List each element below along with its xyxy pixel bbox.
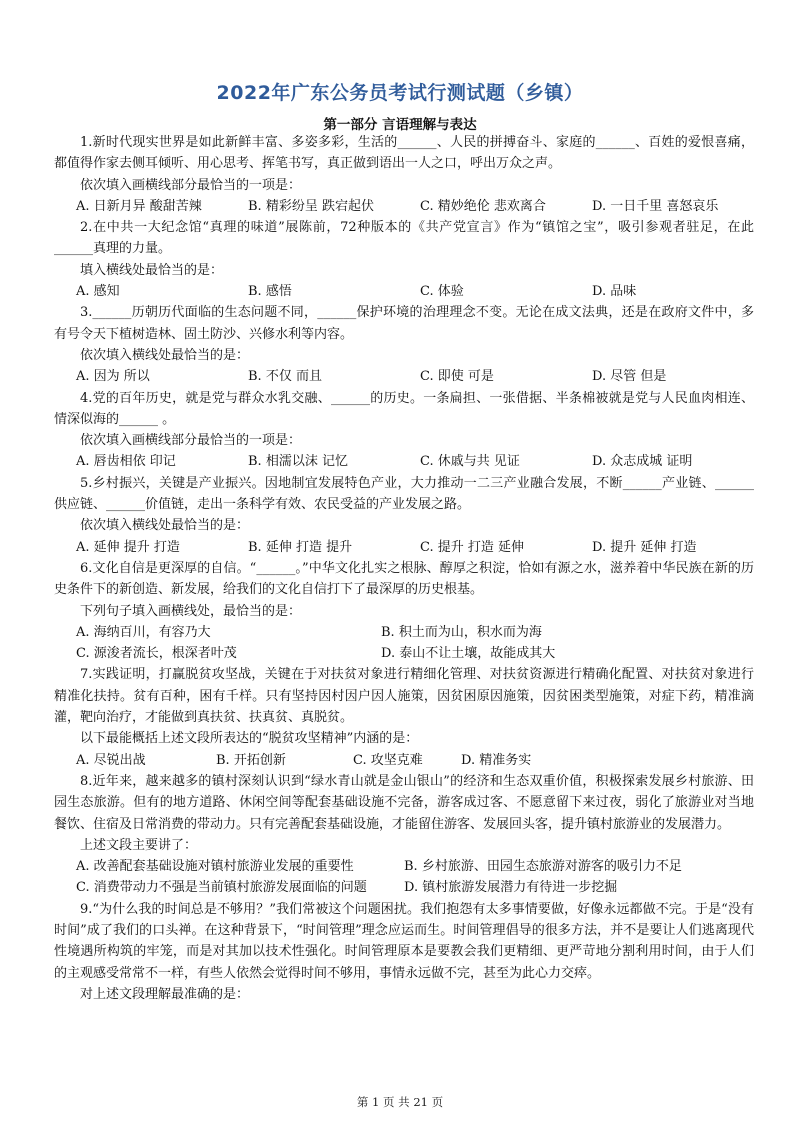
option-list [54, 537, 754, 558]
option: B. 延伸 打造 提升 [248, 539, 353, 555]
option: A. 尽锐出战 [76, 752, 146, 768]
option: A. 改善配套基础设施对镇村旅游业发展的重要性 [76, 859, 354, 875]
option-list [54, 366, 754, 387]
option-list [54, 877, 754, 898]
question-stem: 1.新时代现实世界是如此新鲜丰富、多姿多彩，生活的______、人民的拼搏奋斗、家庭的______、百姓的爱恨喜痛，都值得作家去侧耳倾听、用心思考、挥笔书写，真正做到语出一人之口，呼出万众之声。 [54, 135, 754, 172]
option: B. 相濡以沫 记忆 [248, 454, 348, 470]
question-prompt: 依次填入横线处最恰当的是： [80, 518, 250, 534]
option: C. 提升 打造 延伸 [420, 539, 525, 555]
question-prompt: 以下最能概括上述文段所表达的“脱贫攻坚精神”内涵的是： [80, 731, 419, 747]
option: B. 积土而为山，积水而为海 [381, 624, 542, 640]
option: A. 海纳百川，有容乃大 [76, 624, 211, 640]
option: B. 不仅 而且 [248, 369, 322, 385]
option: C. 消费带动力不强是当前镇村旅游发展面临的问题 [76, 880, 367, 896]
option: B. 开拓创新 [216, 752, 286, 768]
option-list [54, 643, 754, 664]
question-prompt: 填入横线处最恰当的是： [80, 262, 224, 278]
option: A. 因为 所以 [76, 369, 150, 385]
option: D. 泰山不让土壤，故能成其大 [381, 646, 556, 662]
option: A. 延伸 提升 打造 [76, 539, 180, 555]
option-list [54, 750, 754, 771]
question-stem: 5.乡村振兴，关键是产业振兴。因地制宜发展特色产业，大力推动一二三产业融合发展，不断______产业链、______供应链、______价值链，走出一条科学有效、农民受益的产业发展之路。 [54, 475, 754, 513]
question-stem: 8.近年来，越来越多的镇村深刻认识到“绿水青山就是金山银山”的经济和生态双重价值，积极探索发展乡村旅游、田园生态旅游。但有的地方道路、休闲空间等配套基础设施不完备，游客成过客、不愿意留下来过夜，弱化了旅游业对当地餐饮、住宿及日常消费的带动力。只有完善配套基础设施，才能留住游客、发展回头客，提升镇村旅游业的发展潜力。 [54, 773, 754, 832]
question-prompt: 下列句子填入画横线处，最恰当的是： [80, 603, 302, 619]
option-list [54, 622, 754, 643]
question-stem: 2.在中共一大纪念馆“真理的味道”展陈前，72种版本的《共产党宣言》作为“镇馆之宝”，吸引参观者驻足，在此 ______真理的力量。 [54, 220, 754, 257]
option: A. 唇齿相依 印记 [76, 454, 176, 470]
option: A. 日新月异 酸甜苦辣 [76, 198, 202, 214]
part-heading: 第一部分 言语理解与表达 [323, 117, 477, 133]
question-prompt: 依次填入画横线部分最恰当的一项是： [80, 177, 302, 193]
question-stem: 4.党的百年历史，就是党与群众水乳交融、______的历史。一条扁担、一张借据、半条棉被就是党与人民血肉相连、情深似海的______ 。 [54, 390, 754, 427]
option: C. 即使 可是 [420, 369, 494, 385]
option: C. 源浚者流长，根深者叶茂 [76, 646, 237, 662]
option: D. 精准务实 [461, 752, 532, 768]
question-stem: 3.______历朝历代面临的生态问题不同，______保护环境的治理理念不变。无论在成文法典，还是在政府文件中，多有号令天下植树造林、固土防沙、兴修水利等内容。 [54, 305, 754, 342]
option: D. 尽管 但是 [592, 369, 667, 385]
option-list [54, 196, 754, 217]
question-stem: 9.“为什么我的时间总是不够用？”我们常被这个问题困扰。我们抱怨有太多事情要做，好像永远都做不完。于是“没有时间”成了我们的口头禅。在这种背景下，“时间管理”理念应运而生。时间管理倡导的很多方法，并不是要让人们逃离现代性境遇所构筑的牢笼，而是对其加以技术性强化。时间管理原本是要教会我们更精细、更严苛地分割利用时间，由于人们的主观感受常常不一样，有些人依然会觉得时间不够用，事情永远做不完，甚至为此心力交瘁。 [54, 901, 754, 981]
option: D. 提升 延伸 打造 [592, 539, 697, 555]
option: B. 精彩纷呈 跌宕起伏 [248, 198, 374, 214]
option: B. 感悟 [248, 284, 292, 300]
option-list [54, 281, 754, 302]
option: D. 一日千里 喜怒哀乐 [592, 198, 719, 214]
option: D. 众志成城 证明 [592, 454, 693, 470]
questions-content [54, 132, 754, 1005]
option-list [54, 856, 754, 877]
option: C. 体验 [420, 284, 464, 300]
question-prompt: 上述文段主要讲了： [80, 837, 198, 853]
question-prompt: 依次填入横线处最恰当的是： [80, 347, 250, 363]
page-footer: 第 1 页 共 21 页 [356, 1095, 444, 1109]
question-stem: 6.文化自信是更深厚的自信。“______。”中华文化扎实之根脉、醇厚之积淀，恰如有源之水，滋养着中华民族在新的历史条件下的新创造、新发展，给我们的文化自信打下了最深厚的历史根基。 [54, 560, 754, 598]
question-stem: 7.实践证明，打赢脱贫攻坚战，关键在于对扶贫对象进行精细化管理、对扶贫资源进行精确化配置、对扶贫对象进行精准化扶持。贫有百种，困有千样。只有坚持因村因户因人施策，因贫困原因施策，因贫困类型施策，对症下药，精准滴灌，靶向治疗，才能做到真扶贫、扶真贫、真脱贫。 [54, 667, 754, 726]
document-title: 2022年广东公务员考试行测试题（乡镇） [216, 82, 584, 104]
option: D. 镇村旅游发展潜力有待进一步挖掘 [404, 880, 618, 896]
option-list [54, 451, 754, 472]
option: D. 品味 [592, 284, 637, 300]
option: B. 乡村旅游、田园生态旅游对游客的吸引力不足 [404, 859, 682, 875]
option: C. 精妙绝伦 悲欢离合 [420, 198, 546, 214]
option: C. 休戚与共 见证 [420, 454, 520, 470]
question-prompt: 对上述文段理解最准确的是： [80, 986, 250, 1002]
option: A. 感知 [76, 284, 120, 300]
option: C. 攻坚克难 [353, 752, 423, 768]
question-prompt: 依次填入画横线部分最恰当的一项是： [80, 433, 302, 449]
